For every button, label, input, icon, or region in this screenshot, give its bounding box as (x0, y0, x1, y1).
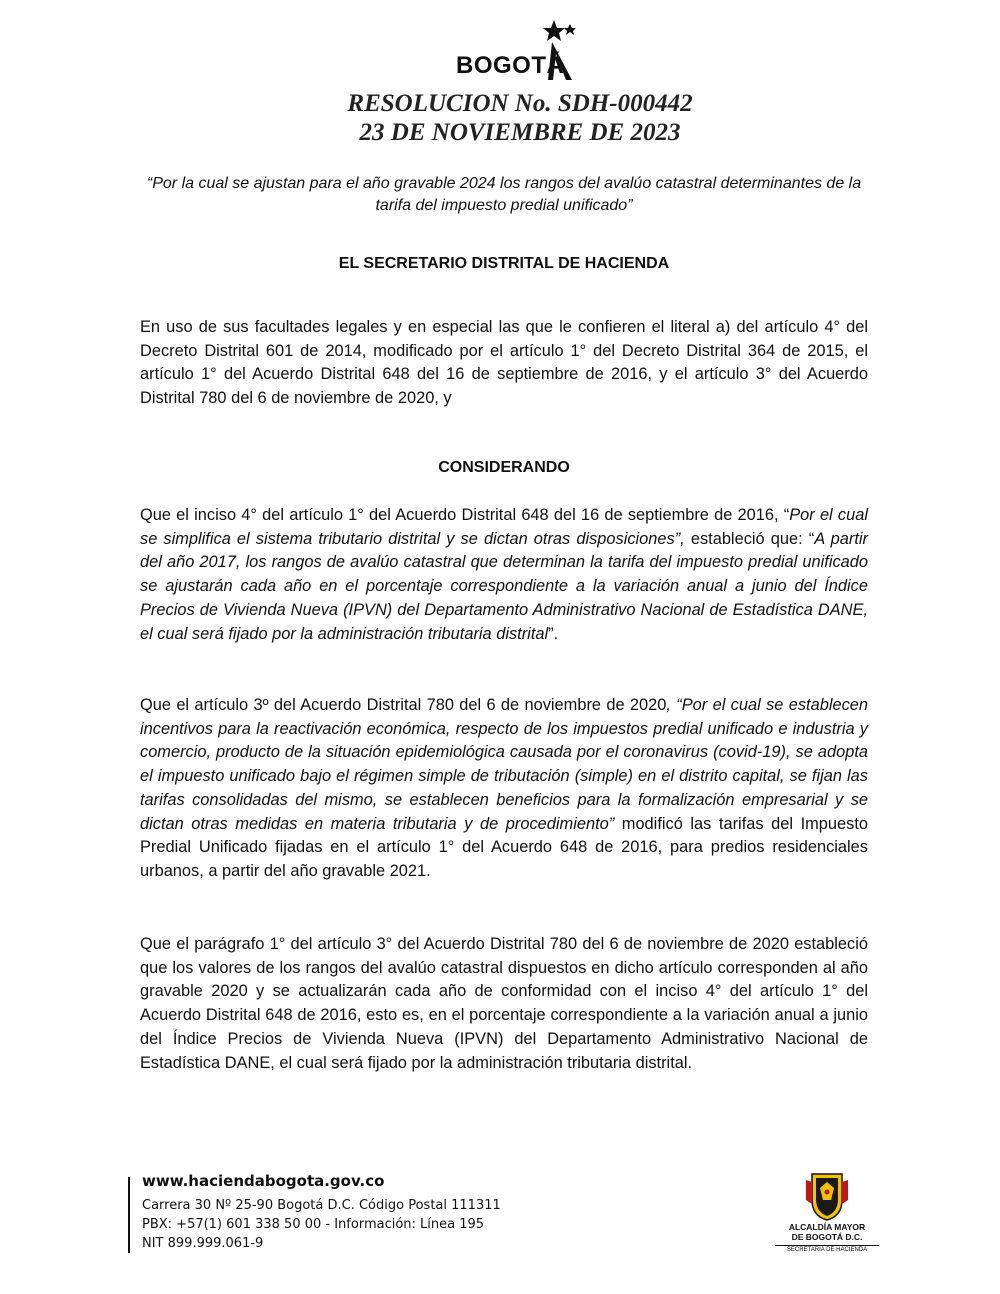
bogota-logo (452, 14, 582, 84)
issuer-heading: EL SECRETARIO DISTRITAL DE HACIENDA (338, 255, 670, 272)
footer-address: Carrera 30 Nº 25-90 Bogotá D.C. Código Postal 111311 (142, 1198, 501, 1213)
considerando-heading: CONSIDERANDO (438, 459, 570, 476)
p2-end: modificó las tarifas del Impuesto Predial Unificado fijadas en el artículo 1° del Acuerdo 648 de 2016, para predios residenciales urbanos, a partir del año gravable 2021. (140, 814, 868, 880)
p2-intro: Que el artículo 3º del Acuerdo Distrital 780 del 6 de noviembre de 2020 (140, 696, 667, 714)
preamble-paragraph: En uso de sus facultades legales y en especial las que le confieren el literal a) del artículo 4° del Decreto Distrital 601 de 2014, modificado por el artículo 1° del Decreto Distrital 364 de 2015, el artículo 1° del Acuerdo Distrital 648 del 16 de septiembre de 2016, y el artículo 3° del Acuerdo Distrital 780 del 6 de noviembre de 2020, y (140, 318, 868, 408)
p1-intro: Que el inciso 4° del artículo 1° del Acuerdo Distrital 648 del 16 de septiembre de 2016, “ (140, 506, 790, 524)
seal-name-line2: DE BOGOTÁ D.C. (791, 1232, 863, 1242)
footer-divider (128, 1177, 130, 1253)
footer-website-link[interactable]: www.haciendabogota.gov.co (142, 1172, 385, 1190)
footer-nit: NIT 899.999.061-9 (142, 1236, 264, 1251)
footer (142, 1172, 501, 1253)
resolution-date: 23 DE NOVIEMBRE DE 2023 (359, 119, 681, 146)
seal-subtitle: SECRETARIA DE HACIENDA (775, 1245, 879, 1253)
decree-title: “Por la cual se ajustan para el año gravable 2024 los rangos del avalúo catastral determinantes de la tarifa del impuesto predial unificado” (146, 175, 862, 214)
footer-phone: PBX: +57(1) 601 338 50 00 - Información: Línea 195 (142, 1217, 485, 1232)
p2-title: , “Por el cual se establecen incentivos para la reactivación económica, respecto de los impuestos predial unificado e industria y comercio, producto de la situación epidemiológica causada por el coronavirus (covid-19), se adopta el impuesto unificado bajo el régimen simple de tributación (simple) en el distrito capital, se fijan las tarifas consolidadas del mismo, se establecen beneficios para la formalización empresarial y se dictan otras medidas en materia tributaria y de procedimiento” (140, 696, 868, 833)
logo-text: BOGOTÁ (456, 52, 565, 79)
seal-name (775, 1222, 879, 1242)
p1-middle: estableció que: “ (684, 529, 815, 548)
p1-quote: A partir del año 2017, los rangos de avalúo catastral que determinan la tarifa del impuesto predial unificado se ajustarán cada año en el porcentaje correspondiente a la variación anual a junio del Índice Precios de Vivienda Nueva (IPVN) del Departamento Administrativo Nacional de Estadística DANE, el cual será fijado por la administración tributaria distrital (140, 529, 868, 643)
p1-end: ”. (548, 624, 559, 643)
considerando-paragraph-2 (140, 694, 868, 884)
resolution-number: RESOLUCION No. SDH-000442 (347, 90, 693, 117)
considerando-paragraph-1 (140, 504, 868, 646)
considerando-paragraph-3: Que el parágrafo 1° del artículo 3° del Acuerdo Distrital 780 del 6 de noviembre de 2020 estableció que los valores de los rangos del avalúo catastral dispuestos en dicho artículo corresponden al año gravable 2020 y se actualizarán cada año de conformidad con el inciso 4° del artículo 1° del Acuerdo Distrital 648 de 2016, esto es, en el porcentaje correspondiente a la variación anual a junio del Índice Precios de Vivienda Nueva (IPVN) del Departamento Administrativo Nacional de Estadística DANE, el cual será fijado por la administración tributaria distrital. (140, 935, 868, 1072)
seal-name-line1: ALCALDÍA MAYOR (788, 1222, 866, 1232)
p1-title: Por el cual se simplifica el sistema tributario distrital y se dictan otras disposiciones”, (140, 506, 868, 548)
